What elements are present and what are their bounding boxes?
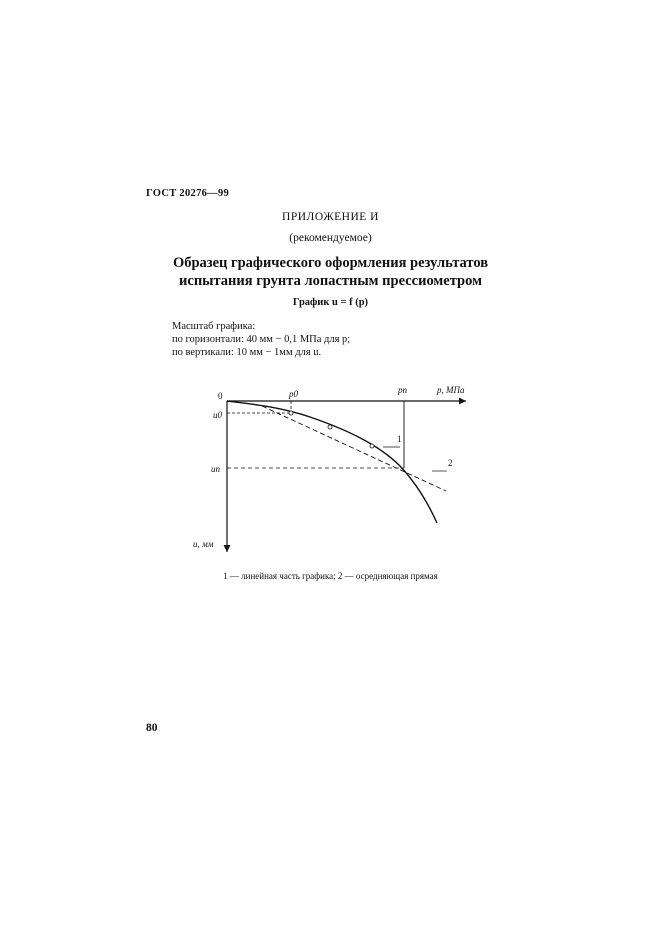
document-code: ГОСТ 20276—99 xyxy=(146,188,230,199)
appendix-title-line-2: испытания грунта лопастным прессиометром xyxy=(179,273,482,289)
data-point xyxy=(289,411,293,415)
pn-label: pn xyxy=(398,385,407,395)
scale-horizontal: по горизонтали: 40 мм − 0,1 МПа для p; xyxy=(172,334,351,345)
p-axis-label: p, МПа xyxy=(437,385,465,395)
figure-caption: 1 — линейная часть графика; 2 — осредняющая прямая xyxy=(223,571,438,581)
curve-label-2: 2 xyxy=(448,458,453,468)
graph-title: График u = f (p) xyxy=(292,297,369,308)
u-axis-label: u, мм xyxy=(193,539,214,549)
averaging-line xyxy=(262,406,446,491)
un-label: un xyxy=(211,464,220,474)
curve-label-1: 1 xyxy=(397,434,402,444)
page-number: 80 xyxy=(146,722,158,734)
u0-label: u0 xyxy=(213,410,222,420)
appendix-status: (рекомендуемое) xyxy=(289,232,372,244)
test-curve xyxy=(227,401,437,523)
scale-vertical: по вертикали: 10 мм − 1мм для u. xyxy=(172,347,322,358)
appendix-label: ПРИЛОЖЕНИЕ И xyxy=(282,211,379,223)
data-point xyxy=(328,425,332,429)
origin-label: 0 xyxy=(218,391,223,401)
appendix-title-line-1: Образец графического оформления результатов xyxy=(172,255,489,271)
p0-label: p0 xyxy=(289,389,298,399)
scale-heading: Масштаб графика: xyxy=(172,321,256,332)
data-point xyxy=(370,444,374,448)
